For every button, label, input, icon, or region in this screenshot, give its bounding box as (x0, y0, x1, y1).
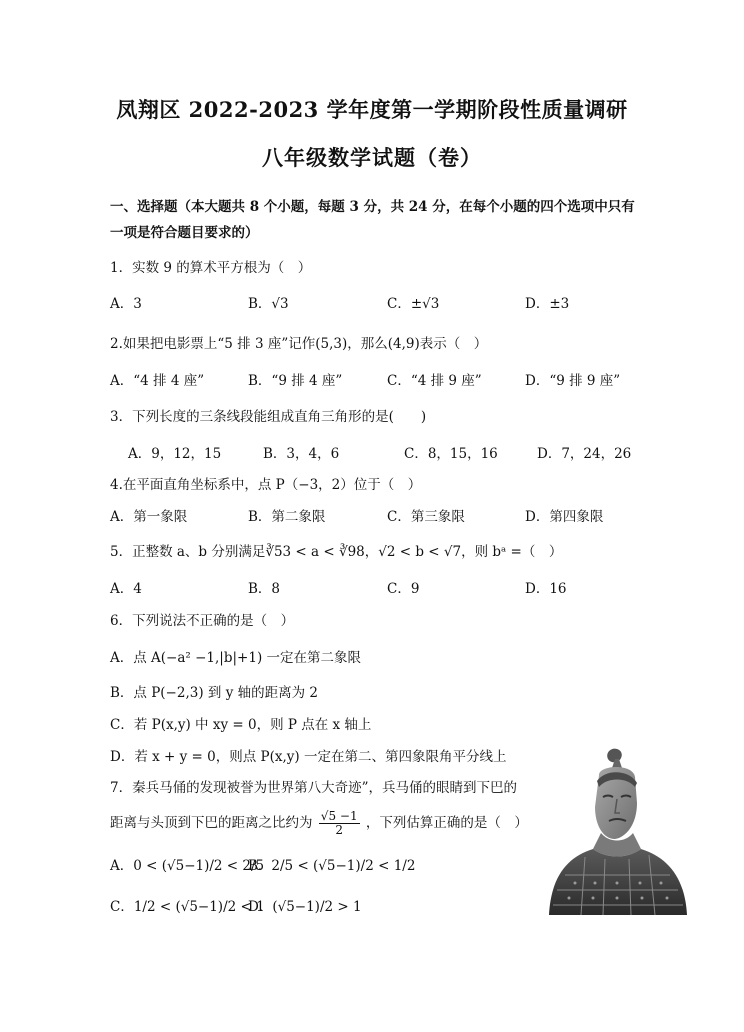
q2-option-d[interactable]: D．“9 排 9 座” (525, 373, 621, 389)
q4-option-a[interactable]: A．第一象限 (110, 509, 188, 525)
q6-option-a[interactable]: A．点 A(−a² −1,|b|+1) 一定在第二象限 (110, 650, 362, 666)
section-heading-line2: 一项是符合题目要求的） (110, 225, 259, 241)
exam-subtitle: 八年级数学试题（卷） (262, 145, 482, 170)
q4-option-b[interactable]: B．第二象限 (248, 509, 326, 525)
q5-option-c[interactable]: C．9 (387, 581, 420, 597)
q2-option-b[interactable]: B．“9 排 4 座” (248, 373, 343, 389)
q6-option-c[interactable]: C．若 P(x,y) 中 xy = 0，则 P 点在 x 轴上 (110, 717, 372, 733)
terracotta-warrior-icon (545, 745, 690, 915)
q6-option-d[interactable]: D．若 x + y = 0，则点 P(x,y) 一定在第二、第四象限角平分线上 (110, 749, 507, 765)
section-heading-line1: 一、选择题（本大题共 8 个小题，每题 3 分，共 24 分，在每个小题的四个选项中只有 (110, 199, 635, 215)
q7-stem-suffix: ，下列估算正确的是（ ） (365, 815, 528, 831)
question-2-stem: 2.如果把电影票上“5 排 3 座”记作(5,3)，那么(4,9)表示（ ） (110, 336, 488, 352)
q5-option-b[interactable]: B．8 (248, 581, 281, 597)
q7-stem-prefix: 距离与头顶到下巴的距离之比约为 (110, 815, 313, 831)
q1-option-d[interactable]: D．±3 (525, 296, 570, 312)
q7-option-d[interactable]: D．(√5−1)/2 > 1 (248, 899, 362, 915)
question-1-stem: 1．实数 9 的算术平方根为（ ） (110, 260, 312, 276)
q1-option-b[interactable]: B．√3 (248, 296, 289, 312)
q5-option-a[interactable]: A．4 (110, 581, 142, 597)
q6-option-b[interactable]: B．点 P(−2,3) 到 y 轴的距离为 2 (110, 685, 318, 701)
terracotta-warrior-photo (545, 745, 690, 915)
q3-option-c[interactable]: C．8，15，16 (404, 446, 498, 462)
q7-option-a[interactable]: A．0 < (√5−1)/2 < 2/5 (110, 858, 265, 874)
question-7-stem-line2 (110, 810, 528, 837)
question-6-stem: 6．下列说法不正确的是（ ） (110, 613, 295, 629)
q5-option-d[interactable]: D．16 (525, 581, 567, 597)
question-4-stem: 4.在平面直角坐标系中，点 P（−3，2）位于（ ） (110, 477, 422, 493)
q4-option-c[interactable]: C．第三象限 (387, 509, 465, 525)
exam-title: 凤翔区 2022-2023 学年度第一学期阶段性质量调研 (116, 97, 628, 122)
question-5-stem: 5．正整数 a、b 分别满足∛53 < a < ∛98，√2 < b < √7，则 bᵃ =（ ） (110, 544, 563, 560)
q2-option-c[interactable]: C．“4 排 9 座” (387, 373, 482, 389)
q2-option-a[interactable]: A．“4 排 4 座” (110, 373, 205, 389)
question-3-stem: 3．下列长度的三条线段能组成直角三角形的是( ) (110, 409, 427, 425)
q7-stem-fraction (319, 810, 360, 837)
q7-fraction-denominator: 2 (335, 823, 344, 837)
q7-option-c[interactable]: C．1/2 < (√5−1)/2 < 1 (110, 899, 265, 915)
q3-option-b[interactable]: B．3，4，6 (263, 446, 340, 462)
q7-fraction-numerator: √5 −1 (320, 809, 358, 823)
question-7-stem-line1: 7．秦兵马俑的发现被誉为世界第八大奇迹”，兵马俑的眼睛到下巴的 (110, 780, 517, 796)
q7-option-b[interactable]: B．2/5 < (√5−1)/2 < 1/2 (248, 858, 416, 874)
q3-option-a[interactable]: A．9，12，15 (128, 446, 222, 462)
q1-option-c[interactable]: C．±√3 (387, 296, 440, 312)
q1-option-a[interactable]: A．3 (110, 296, 142, 312)
q3-option-d[interactable]: D．7，24，26 (537, 446, 632, 462)
q4-option-d[interactable]: D．第四象限 (525, 509, 604, 525)
